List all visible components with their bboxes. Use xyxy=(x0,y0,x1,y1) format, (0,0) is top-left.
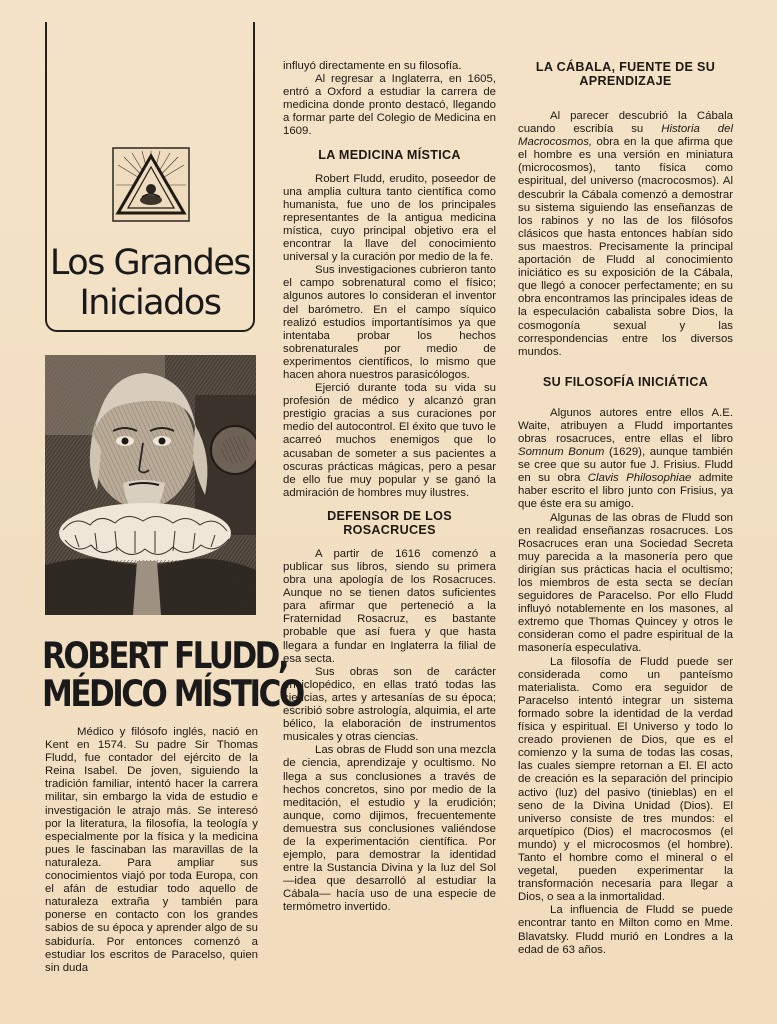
article-title-line1: ROBERT FLUDD, xyxy=(42,634,288,678)
text-column-3 xyxy=(518,60,733,957)
text-run: admite haber escrito el libro junto con Frisius, ya que éste era su amigo. xyxy=(518,472,733,511)
paragraph: Médico y filósofo inglés, nació en Kent en 1574. Su padre Sir Thomas Fludd, fue contador del ejército de la Reina Isabel. De joven, siguiendo la tradición familiar, intentó hacer la carrera militar, sin embargo la vida de estudio e investigación le atrajo más. Se interesó por la literatura, la filosofía, la teología y especialmente por la física y la medicina pues le fascinaban las maravillas de la naturaleza. Para ampliar sus conocimientos viajó por toda Europa, con el afán de estudiar todo aquello de naturaleza extraña y también para ponerse en contacto con los grandes sabios de su época y aprender algo de su sabiduría. Por entonces comenzó a estudiar los escritos de Paracelso, quien sin duda xyxy=(45,726,258,974)
paragraph: La influencia de Fludd se puede encontrar tanto en Milton como en Mme. Blavatsky. Fludd murió en Londres a la edad de 63 años. xyxy=(518,904,733,956)
section-heading: LA CÁBALA, FUENTE DE SU APRENDIZAJE xyxy=(535,60,716,88)
text-column-1 xyxy=(45,726,258,975)
paragraph: Robert Fludd, erudito, poseedor de una amplia cultura tanto científica como humanista, fue uno de los principales representantes de la antigua medicina mística, cuyo principal objetivo era el encontrar la llave del conocimiento universal y la curación por medio de la fe. xyxy=(283,172,496,264)
text-run: obra en la que afirma que el hombre es una versión en miniatura (microcosmos), tanto física como espiritual, del universo (macrocosmos). Al descubrir la Cábala comenzó a demostrar su sistema siguiendo las enseñanzas de los rabinos y no las de los filósofos clásicos que hasta entonces habían sido sus maestros. Precisamente la principal aportación de Fludd al conocimiento iniciático es su exposición de la Cábala, que llegó a conocer perfectamente; en su obra encontramos las principales ideas de la especulación cabalista sobre Dios, la cosmogonía sexual y las correspondencias entre los diversos mundos. xyxy=(518,136,733,358)
paragraph xyxy=(518,110,733,359)
paragraph: Sus obras son de carácter enciclopédico, en ellas trató todas las ciencias, artes y artesanías de su época; escribió sobre astrología, alquimia, el arte bélico, la elaboración de instrumentos musicales y otras ciencias. xyxy=(283,665,496,744)
book-title: Clavis Philosophiae xyxy=(587,472,692,485)
book-title: Somnum Bonum xyxy=(518,446,605,459)
paragraph: Sus investigaciones cubrieron tanto el campo sobrenatural como el físico; algunos autores lo consideran el inventor del barómetro. En el campo síquico realizó estudios importantísimos ya que intentaba probar los hechos sobrenaturales por medio de experimentos científicos, lo mismo que hacen ahora nuestros parasicólogos. xyxy=(283,264,496,381)
paragraph xyxy=(518,407,733,512)
paragraph: Algunas de las obras de Fludd son en realidad enseñanzas rosacruces. Los Rosacruces eran una Sociedad Secreta muy parecida a la masonería pero que dirigían sus prácticas hacia el ocultismo; los miembros de esta secta se decían seguidores de Paracelso. Por ello Fludd influyó notablemente en los masones, al extremo que Thomas Quincey y otros le consideran como el padre espiritual de la masonería especulativa. xyxy=(518,511,733,655)
paragraph: A partir de 1616 comenzó a publicar sus libros, siendo su primera obra una apología de los Rosacruces. Aunque no se tienen datos suficientes para afirmar que perteneció a la Fraternidad Rosacruz, es bastante probable que así fuera y que hasta llegara a fundar en Inglaterra la filial de esa secta. xyxy=(283,547,496,665)
robert-fludd-portrait xyxy=(45,355,256,615)
paragraph: Al regresar a Inglaterra, en 1605, entró a Oxford a estudiar la carrera de medicina donde pronto destacó, llegando a formar parte del Colegio de Medicina en 1609. xyxy=(283,73,496,138)
paragraph: La filosofía de Fludd puede ser considerada como un panteísmo materialista. Como era seguidor de Paracelso intentó integrar un sistema formado sobre la identidad de la verdad física y espiritual. El Universo y todo lo creado provienen de Dios, que es el comienzo y la suma de todas las cosas, las cuales siempre retornan a El. El acto de creación es la separación del principio activo (luz) del pasivo (tinieblas) en el seno de la Divina Unidad (Dios). El universo consiste de tres mundos: el arquetípico (Dios) el macrocosmos (el mundo) y el microcosmos (el hombre). Tanto el hombre como el mineral o el vegetal, pueden experimentar la transformación necesaria para llegar a Dios, o sea a la inmortalidad. xyxy=(518,655,733,904)
section-heading: SU FILOSOFÍA INICIÁTICA xyxy=(542,374,709,389)
paragraph: influyó directamente en su filosofía. xyxy=(283,60,462,72)
text-run: Al parecer descubrió la Cábala cuando escribía su xyxy=(518,110,733,136)
series-title-line2: Iniciados xyxy=(79,283,221,323)
series-title-line1: Los Grandes xyxy=(49,243,251,283)
book-title: Historia del Macrocosmos, xyxy=(518,123,734,149)
triangle-eye-emblem-icon xyxy=(112,147,190,222)
text-column-2 xyxy=(283,60,496,915)
text-run: (1629), aunque también se cree que su autor fue J. Frisius. Fludd en su obra xyxy=(518,446,733,485)
paragraph: Las obras de Fludd son una mezcla de ciencia, aprendizaje y ocultismo. No llega a sus conclusiones a través de hechos concretos, sino por medio de la meditación, el estudio y la erudición; aunque, como dijimos, frecuentemente demuestra sus conclusiones valiéndose de la experimentación científica. Por ejemplo, para demostrar la identidad entre la Sustancia Divina y la luz del Sol —idea que desarrolló al estudiar la Cábala— hacía uso de una especie de termómetro invertido. xyxy=(283,744,496,914)
section-heading: DEFENSOR DE LOS ROSACRUCES xyxy=(327,508,452,537)
paragraph: Ejerció durante toda su vida su profesión de médico y alcanzó gran prestigio gracias a sus curaciones por medio del autocontrol. El éxito que tuvo le acarreó muchos enemigos que lo acusaban de someter a sus pacientes a oscuras prácticas mágicas, pero a pesar de ello fue muy popular y se ganó la admiración de hombres muy ilustres. xyxy=(283,382,496,499)
text-run: Algunos autores entre ellos A.E. Waite, atribuyen a Fludd importantes obras rosacruces, entre ellas el libro xyxy=(518,406,733,445)
section-heading: LA MEDICINA MÍSTICA xyxy=(318,147,461,162)
series-header-box xyxy=(45,22,255,332)
article-title-line2: MÉDICO MÍSTICO xyxy=(42,672,303,716)
